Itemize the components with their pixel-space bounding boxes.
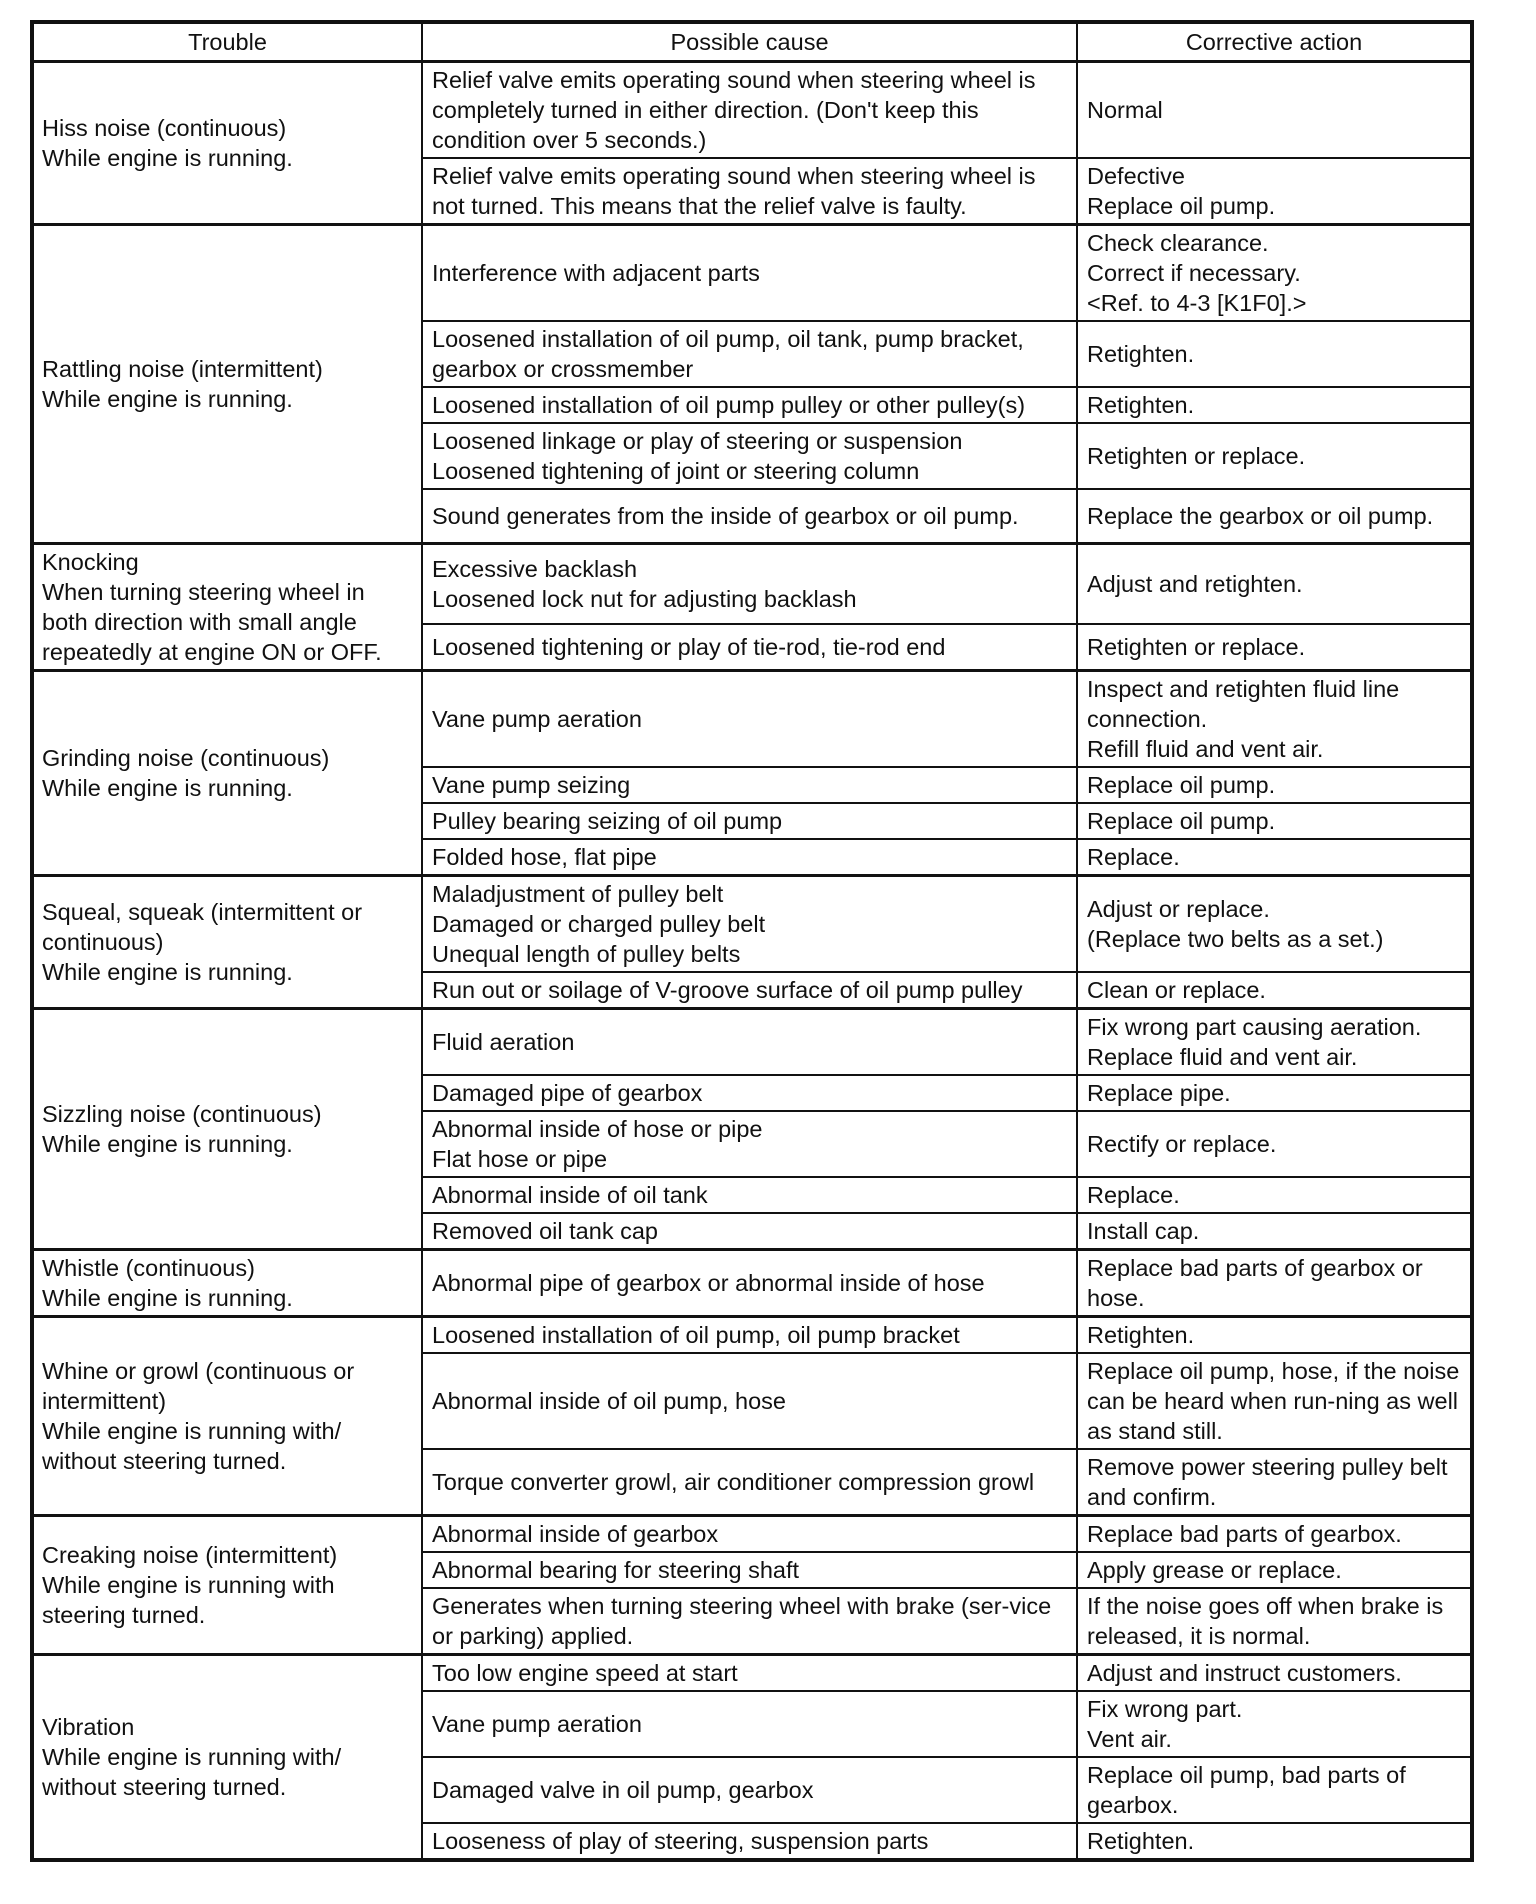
possible-cause-cell: Removed oil tank cap [422, 1213, 1077, 1250]
corrective-action-cell: Retighten or replace. [1077, 624, 1472, 670]
table-row [32, 1654, 1472, 1691]
possible-cause-cell: Loosened installation of oil pump pulley or other pulley(s) [422, 387, 1077, 423]
corrective-action-cell: Adjust and retighten. [1077, 543, 1472, 624]
trouble-group [32, 1008, 1472, 1249]
trouble-cell: Hiss noise (continuous) While engine is running. [32, 62, 422, 225]
corrective-action-cell: Rectify or replace. [1077, 1111, 1472, 1177]
table-row [32, 1008, 1472, 1075]
header-row [32, 22, 1472, 62]
table-row [32, 1316, 1472, 1353]
possible-cause-cell: Abnormal inside of oil tank [422, 1177, 1077, 1213]
corrective-action-cell: Retighten. [1077, 387, 1472, 423]
corrective-action-cell: Retighten. [1077, 1823, 1472, 1860]
corrective-action-cell: If the noise goes off when brake is released, it is normal. [1077, 1588, 1472, 1655]
header-corrective-action: Corrective action [1077, 22, 1472, 62]
possible-cause-cell: Folded hose, flat pipe [422, 839, 1077, 876]
trouble-group [32, 225, 1472, 544]
trouble-group [32, 1515, 1472, 1654]
possible-cause-cell: Abnormal bearing for steering shaft [422, 1552, 1077, 1588]
table-row [32, 875, 1472, 972]
table-row [32, 62, 1472, 159]
corrective-action-cell: Adjust and instruct customers. [1077, 1654, 1472, 1691]
trouble-cell: Whine or growl (continuous or intermittent) While engine is running with/ without steering turned. [32, 1316, 422, 1515]
trouble-group [32, 875, 1472, 1008]
corrective-action-cell: Replace. [1077, 1177, 1472, 1213]
possible-cause-cell: Relief valve emits operating sound when steering wheel is not turned. This means that the relief valve is faulty. [422, 158, 1077, 225]
corrective-action-cell: Adjust or replace. (Replace two belts as a set.) [1077, 875, 1472, 972]
table-row [32, 670, 1472, 767]
corrective-action-cell: Inspect and retighten fluid line connection. Refill fluid and vent air. [1077, 670, 1472, 767]
trouble-cell: Vibration While engine is running with/ without steering turned. [32, 1654, 422, 1860]
possible-cause-cell: Run out or soilage of V-groove surface of oil pump pulley [422, 972, 1077, 1009]
trouble-cell: Sizzling noise (continuous) While engine is running. [32, 1008, 422, 1249]
corrective-action-cell: Replace oil pump, bad parts of gearbox. [1077, 1757, 1472, 1823]
troubleshooting-table [30, 20, 1474, 1862]
possible-cause-cell: Damaged pipe of gearbox [422, 1075, 1077, 1111]
table-row [32, 543, 1472, 624]
possible-cause-cell: Excessive backlash Loosened lock nut for adjusting backlash [422, 543, 1077, 624]
trouble-cell: Whistle (continuous) While engine is running. [32, 1249, 422, 1316]
possible-cause-cell: Vane pump aeration [422, 1691, 1077, 1757]
trouble-group [32, 62, 1472, 225]
table-row [32, 225, 1472, 322]
possible-cause-cell: Generates when turning steering wheel with brake (ser-vice or parking) applied. [422, 1588, 1077, 1655]
corrective-action-cell: Replace bad parts of gearbox or hose. [1077, 1249, 1472, 1316]
possible-cause-cell: Too low engine speed at start [422, 1654, 1077, 1691]
corrective-action-cell: Replace bad parts of gearbox. [1077, 1515, 1472, 1552]
corrective-action-cell: Defective Replace oil pump. [1077, 158, 1472, 225]
corrective-action-cell: Replace. [1077, 839, 1472, 876]
possible-cause-cell: Maladjustment of pulley belt Damaged or charged pulley belt Unequal length of pulley belts [422, 875, 1077, 972]
possible-cause-cell: Looseness of play of steering, suspension parts [422, 1823, 1077, 1860]
trouble-cell: Squeal, squeak (intermittent or continuous) While engine is running. [32, 875, 422, 1008]
trouble-group [32, 543, 1472, 670]
possible-cause-cell: Relief valve emits operating sound when steering wheel is completely turned in either direction. (Don't keep this condition over 5 seconds.) [422, 62, 1077, 159]
corrective-action-cell: Retighten. [1077, 1316, 1472, 1353]
trouble-cell: Knocking When turning steering wheel in both direction with small angle repeatedly at engine ON or OFF. [32, 543, 422, 670]
possible-cause-cell: Sound generates from the inside of gearbox or oil pump. [422, 489, 1077, 543]
corrective-action-cell: Fix wrong part. Vent air. [1077, 1691, 1472, 1757]
corrective-action-cell: Replace oil pump. [1077, 803, 1472, 839]
possible-cause-cell: Vane pump seizing [422, 767, 1077, 803]
trouble-group [32, 670, 1472, 875]
possible-cause-cell: Fluid aeration [422, 1008, 1077, 1075]
possible-cause-cell: Loosened linkage or play of steering or suspension Loosened tightening of joint or steering column [422, 423, 1077, 489]
table-row [32, 1515, 1472, 1552]
header-possible-cause: Possible cause [422, 22, 1077, 62]
possible-cause-cell: Abnormal inside of hose or pipe Flat hose or pipe [422, 1111, 1077, 1177]
possible-cause-cell: Abnormal inside of oil pump, hose [422, 1353, 1077, 1449]
possible-cause-cell: Vane pump aeration [422, 670, 1077, 767]
corrective-action-cell: Clean or replace. [1077, 972, 1472, 1009]
corrective-action-cell: Check clearance. Correct if necessary. <Ref. to 4-3 [K1F0].> [1077, 225, 1472, 322]
corrective-action-cell: Fix wrong part causing aeration. Replace fluid and vent air. [1077, 1008, 1472, 1075]
possible-cause-cell: Torque converter growl, air conditioner compression growl [422, 1449, 1077, 1516]
corrective-action-cell: Apply grease or replace. [1077, 1552, 1472, 1588]
trouble-cell: Creaking noise (intermittent) While engine is running with steering turned. [32, 1515, 422, 1654]
possible-cause-cell: Loosened installation of oil pump, oil pump bracket [422, 1316, 1077, 1353]
corrective-action-cell: Replace oil pump. [1077, 767, 1472, 803]
trouble-group [32, 1316, 1472, 1515]
trouble-group [32, 1654, 1472, 1860]
corrective-action-cell: Replace pipe. [1077, 1075, 1472, 1111]
corrective-action-cell: Install cap. [1077, 1213, 1472, 1250]
possible-cause-cell: Abnormal pipe of gearbox or abnormal inside of hose [422, 1249, 1077, 1316]
trouble-cell: Grinding noise (continuous) While engine is running. [32, 670, 422, 875]
troubleshooting-sheet [30, 20, 1470, 1862]
corrective-action-cell: Normal [1077, 62, 1472, 159]
possible-cause-cell: Abnormal inside of gearbox [422, 1515, 1077, 1552]
table-row [32, 1249, 1472, 1316]
possible-cause-cell: Pulley bearing seizing of oil pump [422, 803, 1077, 839]
possible-cause-cell: Loosened tightening or play of tie-rod, tie-rod end [422, 624, 1077, 670]
corrective-action-cell: Replace the gearbox or oil pump. [1077, 489, 1472, 543]
corrective-action-cell: Retighten or replace. [1077, 423, 1472, 489]
corrective-action-cell: Retighten. [1077, 321, 1472, 387]
possible-cause-cell: Interference with adjacent parts [422, 225, 1077, 322]
possible-cause-cell: Damaged valve in oil pump, gearbox [422, 1757, 1077, 1823]
possible-cause-cell: Loosened installation of oil pump, oil tank, pump bracket, gearbox or crossmember [422, 321, 1077, 387]
trouble-group [32, 1249, 1472, 1316]
trouble-cell: Rattling noise (intermittent) While engine is running. [32, 225, 422, 544]
corrective-action-cell: Remove power steering pulley belt and confirm. [1077, 1449, 1472, 1516]
header-trouble: Trouble [32, 22, 422, 62]
corrective-action-cell: Replace oil pump, hose, if the noise can be heard when run-ning as well as stand still. [1077, 1353, 1472, 1449]
